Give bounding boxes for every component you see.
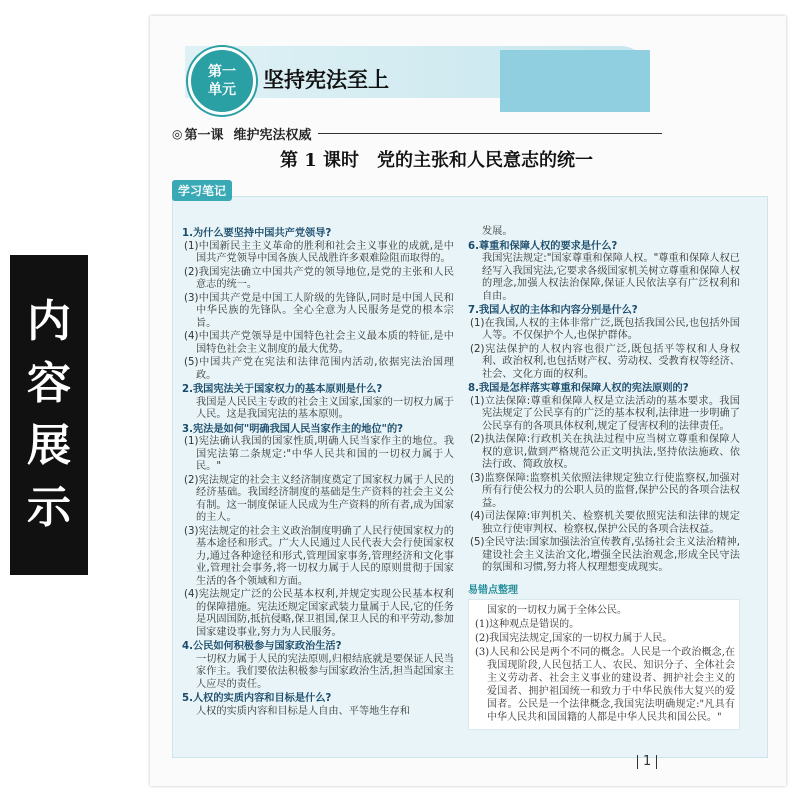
unit-badge [188, 47, 256, 115]
answer-paragraph: 我国是人民民主专政的社会主义国家,国家的一切权力属于人民。这是我国宪法的基本原则。 [196, 396, 454, 420]
answer-paragraph: (1)中国新民主主义革命的胜利和社会主义事业的成就,是中国共产党领导中国各族人民战胜许多艰难险阻而取得的。 [184, 240, 454, 264]
answer-paragraph: 一切权力属于人民的宪法原则,归根结底就是要保证人民当家作主。我们要依法积极参与国家政治生活,担当起国家主人应尽的责任。 [196, 653, 454, 690]
unit-header-accent [500, 50, 650, 112]
answer-paragraph: (4)司法保障:审判机关、检察机关要依照宪法和法律的规定独立行使审判权、检察权,保护公民的各项合法权益。 [470, 511, 740, 535]
side-banner [10, 255, 88, 575]
question-heading: 5.人权的实质内容和目标是什么? [182, 693, 332, 704]
page-number-bar [656, 755, 657, 769]
right-column-items [468, 226, 740, 575]
unit-title: 坚持宪法至上 [263, 68, 389, 92]
question-heading: 3.宪法是如何"明确我国人民当家作主的地位"的? [182, 423, 404, 435]
side-banner-char: 容 [27, 358, 71, 409]
answer-paragraph: 人权的实质内容和目标是人自由、平等地生存和 [196, 705, 410, 717]
question-heading: 2.我国宪法关于国家权力的基本原则是什么? [182, 384, 383, 395]
answer-paragraph: (2)执法保障:行政机关在执法过程中应当树立尊重和保障人权的意识,做到严格规范公正文明执法,坚持依法施政、依法行政、简政放权。 [470, 434, 740, 470]
easy-mistakes-item: (3)人民和公民是两个不同的概念。人民是一个政治概念,在我国现阶段,人民包括工人、农民、知识分子、全体社会主义劳动者、社会主义事业的建设者、拥护社会主义的爱国者、拥护祖国统一和致力于中华民族伟大复兴的爱国者。公民是一个法律概念,我国宪法明确规定:"凡具有中华人民共和国国籍的人都是中华人民共和国公民。" [475, 647, 735, 723]
easy-mistakes-item: (2)我国宪法规定,国家的一切权力属于人民。 [475, 633, 673, 644]
question-heading: 8.我国是怎样落实尊重和保障人权的宪法原则的? [468, 383, 689, 394]
lesson-label: 第一课 [184, 128, 224, 143]
side-banner-char: 展 [27, 420, 71, 471]
lesson-marker-icon: ◎ [172, 126, 183, 141]
easy-mistakes-box [468, 599, 740, 730]
question-heading: 1.为什么要坚持中国共产党领导? [182, 228, 332, 239]
study-notes-label: 学习笔记 [172, 180, 232, 201]
lesson-divider [318, 133, 662, 134]
document-page [150, 16, 786, 786]
right-column [468, 226, 740, 730]
page-number-bar [637, 755, 638, 769]
answer-paragraph: (3)宪法规定的社会主义政治制度明确了人民行使国家权力的基本途径和形式。广大人民通过人民代表大会行使国家权力,通过各种途径和形式,管理国家事务,管理经济和文化事业,管理社会事务,将一切权力属于人民的原则贯彻于国家生活的各个领域和方面。 [184, 525, 454, 587]
answer-paragraph: (1)在我国,人权的主体非常广泛,既包括我国公民,也包括外国人等。不仅保护个人,也保护群体。 [470, 317, 740, 341]
easy-mistakes-item: (1)这种观点是错误的。 [475, 619, 580, 630]
answer-paragraph: (4)中国共产党领导是中国特色社会主义最本质的特征,是中国特色社会主义制度的最大优势。 [184, 331, 454, 355]
answer-paragraph: (4)宪法规定广泛的公民基本权利,并规定实现公民基本权利的保障措施。宪法还规定国家武装力量属于人民,它的任务是巩固国防,抵抗侵略,保卫祖国,保卫人民的和平劳动,参加国家建设事业,努力为人民服务。 [184, 589, 454, 638]
easy-mistakes-label: 易错点整理 [468, 584, 518, 596]
question-heading: 4.公民如何积极参与国家政治生活? [182, 641, 342, 652]
answer-paragraph: (3)中国共产党是中国工人阶级的先锋队,同时是中国人民和中华民族的先锋队。全心全意为人民服务是党的根本宗旨。 [184, 292, 454, 329]
answer-paragraph: (5)中国共产党在宪法和法律范围内活动,依据宪法治国理政。 [184, 357, 454, 381]
period-title: 第 1 课时 党的主张和人民意志的统一 [280, 150, 594, 171]
left-column [182, 226, 454, 719]
answer-paragraph: (2)我国宪法确立中国共产党的领导地位,是党的主张和人民意志的统一。 [184, 266, 454, 290]
lesson-title: 维护宪法权威 [233, 128, 312, 143]
answer-paragraph: (5)全民守法:国家加强法治宣传教育,弘扬社会主义法治精神,建设社会主义法治文化,增强全民法治观念,形成全民守法的氛围和习惯,努力将人权理想变成现实。 [470, 537, 740, 573]
question-heading: 7.我国人权的主体和内容分别是什么? [468, 305, 638, 316]
lesson-heading [172, 124, 662, 143]
page-number-value: 1 [643, 754, 652, 769]
answer-paragraph: (3)监察保障:监察机关依照法律规定独立行使监察权,加强对所有行使公权力的公职人员的监督,保护公民的各项合法权益。 [470, 472, 740, 509]
answer-paragraph: 发展。 [482, 226, 513, 237]
answer-paragraph: (2)宪法规定的社会主义经济制度奠定了国家权力属于人民的经济基础。我国经济制度的基础是生产资料的社会主义公有制。这一制度保证人民成为生产资料的所有者,成为国家的主人。 [184, 474, 454, 523]
side-banner-char: 内 [27, 296, 71, 347]
answer-paragraph: (1)宪法确认我国的国家性质,明确人民当家作主的地位。我国宪法第二条规定:"中华人民共和国的一切权力属于人民。" [184, 436, 454, 472]
unit-badge-line2: 单元 [208, 82, 236, 98]
page-number [632, 754, 662, 769]
answer-paragraph: 我国宪法规定:"国家尊重和保障人权。"尊重和保障人权已经写入我国宪法,它要求各级国家机关树立尊重和保障人权的理念,加强人权法治保障,保证人民依法享有广泛权利和自由。 [482, 253, 740, 302]
answer-paragraph: (1)立法保障:尊重和保障人权是立法活动的基本要求。我国宪法规定了公民享有的广泛的基本权利,法律进一步明确了公民享有的各项具体权利,规定了侵害权利的法律责任。 [470, 395, 740, 432]
question-heading: 6.尊重和保障人权的要求是什么? [468, 240, 618, 252]
answer-paragraph: (2)宪法保护的人权内容也很广泛,既包括平等权和人身权利、政治权利,也包括财产权、劳动权、受教育权等经济、社会、文化方面的权利。 [470, 343, 740, 380]
unit-badge-line1: 第一 [208, 64, 236, 80]
easy-mistakes-intro: 国家的一切权力属于全体公民。 [487, 605, 627, 616]
side-banner-char: 示 [27, 482, 71, 533]
